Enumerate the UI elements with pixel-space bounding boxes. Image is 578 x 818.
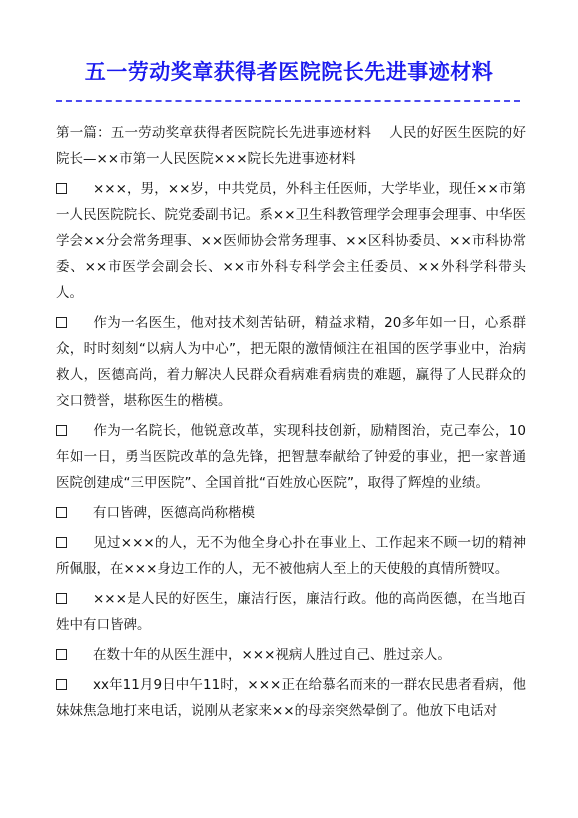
section-heading-text: 有口皆碑，医德高尚称楷模 [93,505,255,521]
paragraph-box-icon [56,679,67,690]
paragraph [56,642,526,668]
document-body [56,120,526,728]
paragraph-text: xx年11月9日中午11时，×××正在给慕名而来的一群农民患者看病，他妹妹焦急地打来电话，说刚从老家来××的母亲突然晕倒了。他放下电话对 [56,677,526,719]
paragraph-box-icon [56,317,67,328]
paragraph-text: 作为一名院长，他锐意改革，实现科技创新，励精图治，克己奉公，10年如一日，勇当医院改革的急先锋，把智慧奉献给了钟爱的事业，把一家普通医院创建成“三甲医院”、全国首批“百姓放心医院”，取得了辉煌的业绩。 [56,423,526,491]
title-divider [56,100,520,102]
paragraph [56,530,526,582]
paragraph-box-icon [56,425,67,436]
paragraph [56,310,526,414]
document-title: 五一劳动奖章获得者医院院长先进事迹材料 [84,60,494,84]
intro-paragraph [56,120,526,172]
section-heading [56,500,526,526]
paragraph [56,176,526,306]
paragraph-box-icon [56,507,67,518]
paragraph [56,418,526,496]
paragraph-text: ×××，男，××岁，中共党员，外科主任医师，大学毕业，现任××市第一人民医院院长、院党委副书记。系××卫生科教管理学会理事会理事、中华医学会××分会常务理事、××医师协会常务理事、××区科协委员、××市科协常委、××市医学会副会长、××市外科专科学会主任委员、××外科学科带头人。 [56,181,526,301]
paragraph-box-icon [56,593,67,604]
intro-part2: 人民的好医生医院的好院长—××市第一人民医院×××院长先进事迹材料 [56,125,527,167]
paragraph-text: 作为一名医生，他对技术刻苦钻研，精益求精，20多年如一日，心系群众，时时刻刻“以病人为中心”，把无限的激情倾注在祖国的医学事业中，治病救人，医德高尚，着力解决人民群众看病难看病贵的难题，赢得了人民群众的交口赞誉，堪称医生的楷模。 [56,315,526,409]
paragraph-text: 在数十年的从医生涯中，×××视病人胜过自己、胜过亲人。 [93,647,451,663]
paragraph-box-icon [56,183,67,194]
intro-part1: 第一篇：五一劳动奖章获得者医院院长先进事迹材料 [56,125,372,141]
paragraph [56,586,526,638]
paragraph-box-icon [56,537,67,548]
paragraph-text: 见过×××的人，无不为他全身心扑在事业上、工作起来不顾一切的精神所佩服，在×××身边工作的人，无不被他病人至上的天使般的真情所赞叹。 [56,535,526,577]
paragraph [56,672,526,724]
paragraph-text: ×××是人民的好医生，廉洁行医，廉洁行政。他的高尚医德，在当地百姓中有口皆碑。 [56,591,526,633]
paragraph-box-icon [56,649,67,660]
